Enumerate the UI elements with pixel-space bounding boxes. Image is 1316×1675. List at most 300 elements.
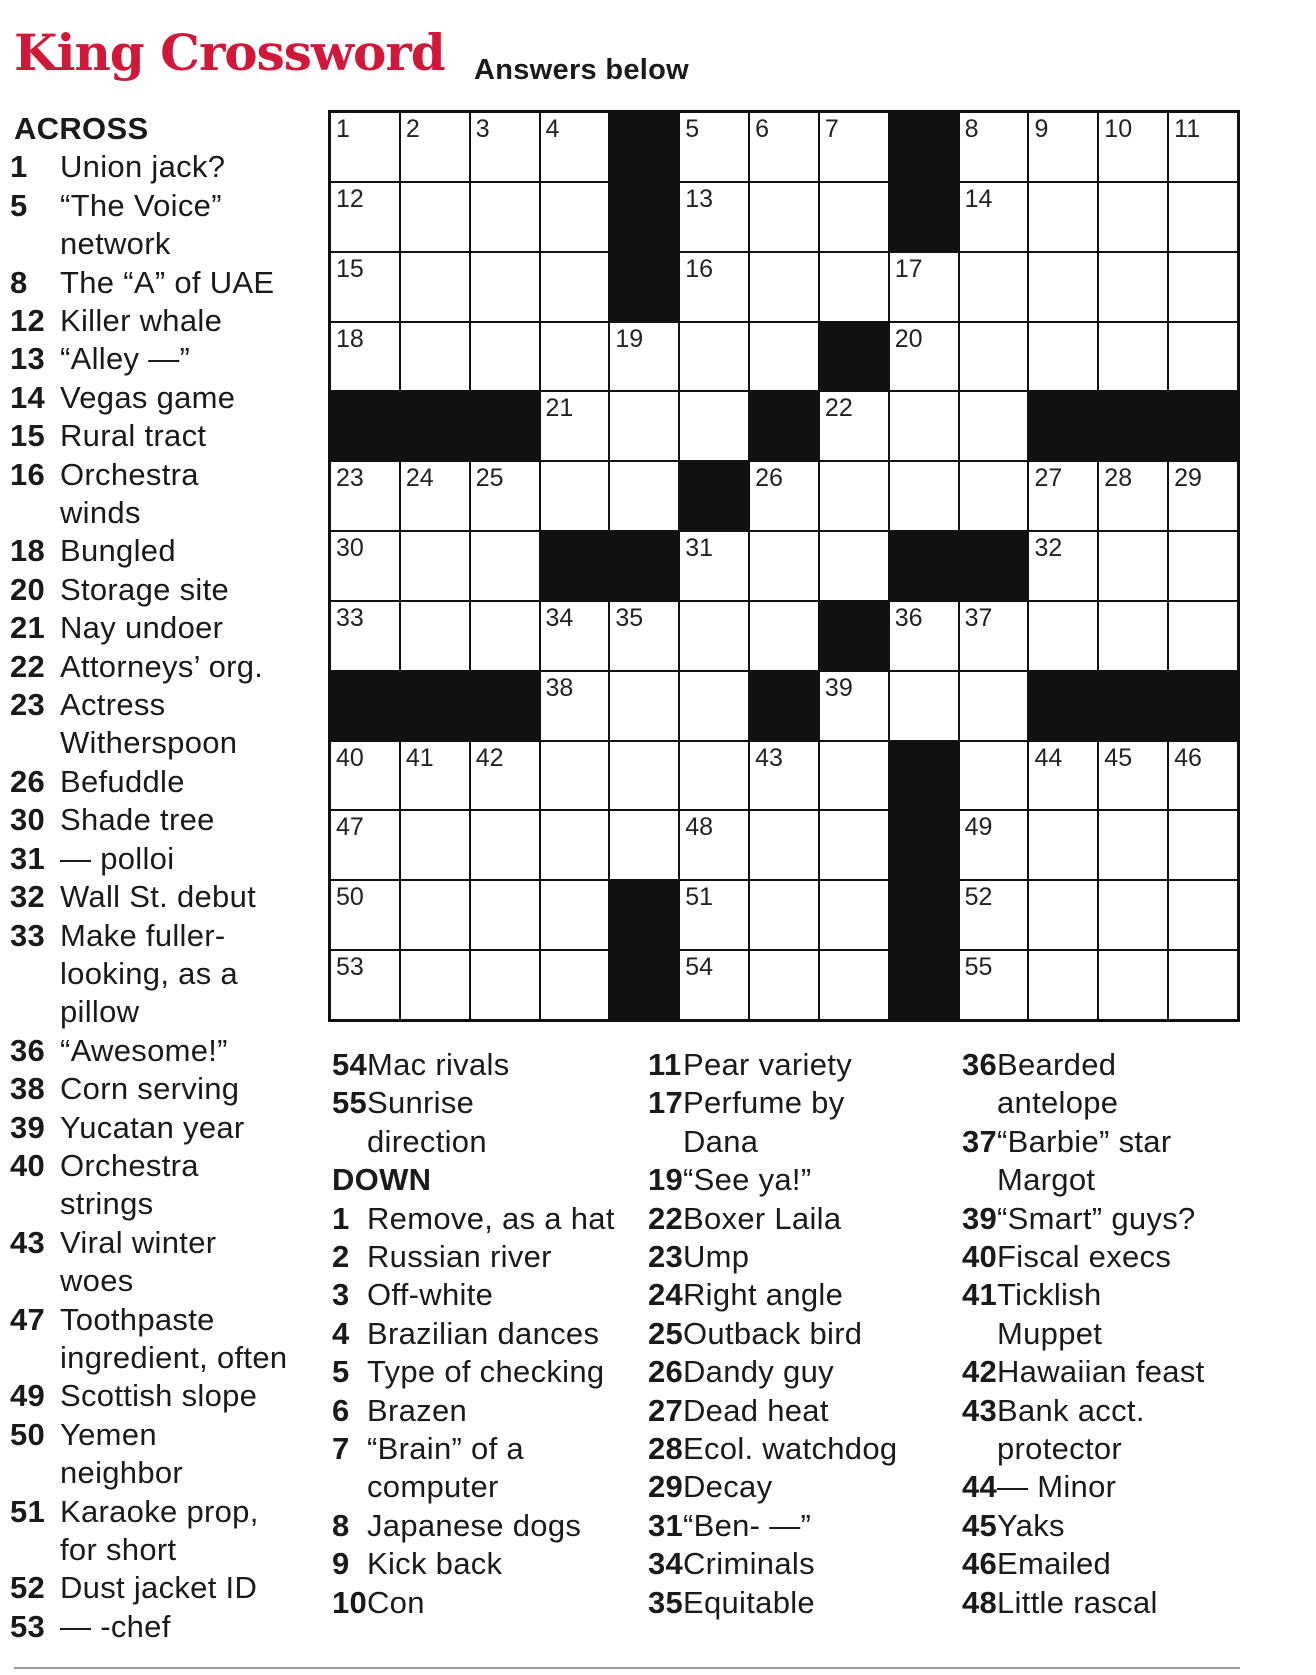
grid-cell[interactable] xyxy=(680,811,748,879)
black-square xyxy=(890,811,958,879)
clue-number: 9 xyxy=(332,1546,350,1582)
cell-number: 28 xyxy=(1104,464,1133,493)
grid-cell[interactable] xyxy=(541,113,609,181)
clue-text: woes xyxy=(60,1263,134,1299)
cell-number: 47 xyxy=(336,813,364,842)
clue-text: neighbor xyxy=(60,1455,184,1491)
grid-cell[interactable] xyxy=(680,951,748,1019)
grid-cell[interactable] xyxy=(541,881,609,949)
cell-number: 1 xyxy=(336,115,350,143)
grid-cell[interactable] xyxy=(960,602,1028,670)
grid-cell[interactable] xyxy=(541,951,609,1019)
grid-cell[interactable] xyxy=(1099,881,1167,949)
grid-cell[interactable] xyxy=(1029,602,1097,670)
black-square xyxy=(471,392,539,460)
grid-cell[interactable] xyxy=(750,881,818,949)
clue-number: 23 xyxy=(10,687,46,723)
clue-number: 5 xyxy=(10,187,28,223)
clue-number: 32 xyxy=(10,879,46,915)
grid-cell[interactable] xyxy=(1029,532,1097,600)
black-square xyxy=(1029,392,1097,460)
grid-cell[interactable] xyxy=(1169,951,1237,1019)
black-square xyxy=(610,253,678,321)
cell-number: 7 xyxy=(824,115,839,143)
across-clue xyxy=(10,1416,314,1493)
across-clue xyxy=(332,1084,632,1161)
grid-cell[interactable] xyxy=(401,323,469,391)
black-square xyxy=(610,183,678,251)
grid-cell[interactable] xyxy=(541,183,609,251)
grid-cell[interactable] xyxy=(1029,253,1097,321)
down-clue xyxy=(962,1545,1262,1583)
cell-number: 2 xyxy=(405,115,420,143)
clue-text: antelope xyxy=(997,1085,1119,1121)
clue-text: “Alley —” xyxy=(60,341,191,377)
down-clue xyxy=(648,1430,948,1468)
clue-number: 52 xyxy=(10,1570,46,1606)
grid-cell[interactable] xyxy=(890,672,958,740)
clue-text: ingredient, often xyxy=(60,1339,288,1375)
clue-number: 36 xyxy=(10,1032,46,1068)
grid-cell[interactable] xyxy=(401,113,469,181)
cell-number: 14 xyxy=(964,184,993,213)
grid-cell[interactable] xyxy=(541,462,609,530)
grid-cell[interactable] xyxy=(890,602,958,670)
across-clue xyxy=(10,148,314,186)
grid-cell[interactable] xyxy=(471,183,539,251)
clue-text: Pear variety xyxy=(683,1047,852,1082)
cell-number: 37 xyxy=(964,603,993,632)
grid-cell[interactable] xyxy=(820,742,888,810)
down-clue xyxy=(962,1200,1262,1238)
grid-cell[interactable] xyxy=(680,672,748,740)
grid-cell[interactable] xyxy=(750,532,818,600)
grid-cell[interactable] xyxy=(820,951,888,1019)
clue-number: 20 xyxy=(10,571,46,607)
cell-number: 16 xyxy=(685,254,714,283)
grid-cell[interactable] xyxy=(890,462,958,530)
clue-number: 39 xyxy=(962,1200,998,1236)
down-clue xyxy=(962,1468,1262,1506)
grid-cell[interactable] xyxy=(610,462,678,530)
cell-number: 35 xyxy=(615,603,644,632)
clue-text: Attorneys’ org. xyxy=(60,648,264,684)
grid-cell[interactable] xyxy=(820,811,888,879)
clue-number: 21 xyxy=(10,610,46,646)
grid-cell[interactable] xyxy=(820,881,888,949)
cell-number: 45 xyxy=(1104,743,1133,772)
across-clue xyxy=(10,609,314,647)
grid-cell[interactable] xyxy=(960,392,1028,460)
grid-cell[interactable] xyxy=(680,392,748,460)
clue-text: Corn serving xyxy=(60,1071,240,1107)
grid-cell[interactable] xyxy=(331,602,399,670)
cell-number: 42 xyxy=(475,743,504,772)
cell-number: 55 xyxy=(964,953,993,982)
grid-cell[interactable] xyxy=(1099,113,1167,181)
grid-cell[interactable] xyxy=(401,183,469,251)
grid-cell[interactable] xyxy=(610,672,678,740)
grid-cell[interactable] xyxy=(331,323,399,391)
grid-cell[interactable] xyxy=(610,392,678,460)
grid-cell[interactable] xyxy=(471,532,539,600)
cell-number: 22 xyxy=(824,394,853,423)
clue-text: Sunrise xyxy=(367,1085,475,1121)
cell-number: 36 xyxy=(894,603,923,632)
grid-cell[interactable] xyxy=(750,951,818,1019)
black-square xyxy=(890,742,958,810)
grid-cell[interactable] xyxy=(820,462,888,530)
clue-text: “Barbie” star xyxy=(997,1123,1172,1159)
grid-cell[interactable] xyxy=(471,323,539,391)
grid-cell[interactable] xyxy=(1029,951,1097,1019)
grid-cell[interactable] xyxy=(541,253,609,321)
clue-number: 1 xyxy=(10,149,28,185)
grid-cell[interactable] xyxy=(890,392,958,460)
clue-number: 49 xyxy=(10,1378,46,1414)
clue-text: Mac rivals xyxy=(367,1047,510,1082)
down-clue xyxy=(648,1046,948,1084)
clue-text: Scottish slope xyxy=(60,1378,258,1414)
across-clue xyxy=(10,1224,314,1301)
grid-cell[interactable] xyxy=(471,881,539,949)
down-clue xyxy=(332,1584,632,1622)
clue-number: 22 xyxy=(648,1200,684,1236)
clue-text: Ump xyxy=(683,1239,750,1275)
clue-text: Bank acct. xyxy=(997,1392,1145,1428)
grid-cell[interactable] xyxy=(471,811,539,879)
clue-text: Muppet xyxy=(997,1315,1103,1351)
clue-text: pillow xyxy=(60,994,140,1030)
grid-cell[interactable] xyxy=(471,742,539,810)
grid-cell[interactable] xyxy=(331,113,399,181)
clue-text: — Minor xyxy=(997,1469,1117,1505)
clue-text: Emailed xyxy=(997,1546,1112,1582)
clue-text: Orchestra xyxy=(60,1147,199,1183)
grid-cell[interactable] xyxy=(610,742,678,810)
grid-cell[interactable] xyxy=(750,323,818,391)
cell-number: 53 xyxy=(336,953,364,982)
grid-cell[interactable] xyxy=(960,811,1028,879)
clue-number: 42 xyxy=(962,1354,998,1390)
grid-cell[interactable] xyxy=(1099,602,1167,670)
grid-cell[interactable] xyxy=(541,323,609,391)
clue-number: 37 xyxy=(962,1123,998,1159)
grid-cell[interactable] xyxy=(401,462,469,530)
grid-cell[interactable] xyxy=(401,602,469,670)
grid-cell[interactable] xyxy=(960,951,1028,1019)
clue-text: Right angle xyxy=(683,1277,844,1313)
cell-number: 40 xyxy=(336,743,364,772)
black-square xyxy=(820,323,888,391)
grid-cell[interactable] xyxy=(1099,462,1167,530)
clue-text: Type of checking xyxy=(367,1354,605,1390)
down-clue xyxy=(962,1046,1262,1123)
grid-cell[interactable] xyxy=(680,602,748,670)
across-header: ACROSS xyxy=(14,111,149,146)
grid-cell[interactable] xyxy=(960,672,1028,740)
across-clue xyxy=(10,1070,314,1108)
clue-number: 1 xyxy=(332,1200,350,1236)
grid-cell[interactable] xyxy=(1029,881,1097,949)
across-clue xyxy=(10,1377,314,1415)
grid-cell[interactable] xyxy=(1099,742,1167,810)
cell-number: 49 xyxy=(964,813,993,842)
grid-cell[interactable] xyxy=(750,602,818,670)
grid-cell[interactable] xyxy=(820,253,888,321)
grid-cell[interactable] xyxy=(471,602,539,670)
cell-number: 30 xyxy=(336,534,364,563)
grid-cell[interactable] xyxy=(471,951,539,1019)
cell-number: 54 xyxy=(685,953,714,982)
grid-cell[interactable] xyxy=(1029,323,1097,391)
grid-cell[interactable] xyxy=(541,672,609,740)
across-clue xyxy=(332,1046,632,1084)
grid-cell[interactable] xyxy=(1169,183,1237,251)
clue-text: Rural tract xyxy=(60,418,207,454)
clue-number: 19 xyxy=(648,1162,684,1198)
grid-cell[interactable] xyxy=(1029,742,1097,810)
grid-cell[interactable] xyxy=(960,462,1028,530)
grid-cell[interactable] xyxy=(680,532,748,600)
across-clue xyxy=(10,340,314,378)
clue-number: 47 xyxy=(10,1301,46,1337)
down-clue xyxy=(332,1200,632,1238)
grid-cell[interactable] xyxy=(1169,253,1237,321)
clue-text: Dana xyxy=(683,1123,759,1159)
grid-cell[interactable] xyxy=(331,253,399,321)
down-clue xyxy=(332,1353,632,1391)
black-square xyxy=(541,532,609,600)
clue-text: Yaks xyxy=(997,1507,1065,1543)
down-clue xyxy=(648,1392,948,1430)
clue-text: strings xyxy=(60,1186,154,1222)
grid-cell[interactable] xyxy=(680,253,748,321)
grid-cell[interactable] xyxy=(610,811,678,879)
cell-number: 12 xyxy=(336,184,364,213)
grid-cell[interactable] xyxy=(890,323,958,391)
cell-number: 15 xyxy=(336,254,364,283)
grid-cell[interactable] xyxy=(960,742,1028,810)
black-square xyxy=(820,602,888,670)
grid-cell[interactable] xyxy=(1029,183,1097,251)
grid-cell[interactable] xyxy=(750,742,818,810)
cell-number: 20 xyxy=(894,324,923,353)
grid-cell[interactable] xyxy=(680,742,748,810)
grid-cell[interactable] xyxy=(1099,532,1167,600)
grid-cell[interactable] xyxy=(401,811,469,879)
grid-cell[interactable] xyxy=(401,951,469,1019)
down-clue xyxy=(648,1200,948,1238)
clue-text: Toothpaste xyxy=(60,1301,215,1337)
grid-cell[interactable] xyxy=(401,532,469,600)
across-clue xyxy=(10,1608,314,1646)
grid-cell[interactable] xyxy=(331,183,399,251)
down-clue xyxy=(332,1315,632,1353)
across-clue xyxy=(10,686,314,763)
across-clues-column xyxy=(10,110,314,1646)
grid-cell[interactable] xyxy=(401,881,469,949)
grid-cell[interactable] xyxy=(541,811,609,879)
cell-number: 9 xyxy=(1034,115,1049,143)
grid-cell[interactable] xyxy=(960,113,1028,181)
black-square xyxy=(401,672,469,740)
across-clue xyxy=(10,1493,314,1570)
cell-number: 8 xyxy=(964,115,979,143)
cell-number: 39 xyxy=(824,673,853,702)
bottom-divider xyxy=(14,1667,1240,1669)
cell-number: 41 xyxy=(405,743,434,772)
down-clue xyxy=(332,1238,632,1276)
across-clue xyxy=(10,417,314,455)
grid-cell[interactable] xyxy=(331,951,399,1019)
clue-number: 28 xyxy=(648,1431,684,1467)
across-clue xyxy=(10,917,314,1032)
clue-number: 54 xyxy=(332,1047,368,1082)
grid-cell[interactable] xyxy=(1099,811,1167,879)
grid-cell[interactable] xyxy=(820,113,888,181)
black-square xyxy=(331,672,399,740)
clue-text: Bungled xyxy=(60,533,176,569)
clue-text: — polloi xyxy=(60,840,175,876)
grid-cell[interactable] xyxy=(1099,253,1167,321)
black-square xyxy=(1099,392,1167,460)
grid-cell[interactable] xyxy=(471,253,539,321)
clue-text: Boxer Laila xyxy=(683,1200,842,1236)
grid-cell[interactable] xyxy=(331,811,399,879)
clue-text: Little rascal xyxy=(997,1584,1158,1620)
clue-number: 33 xyxy=(10,917,46,953)
black-square xyxy=(401,392,469,460)
clue-text: for short xyxy=(60,1532,177,1568)
grid-cell[interactable] xyxy=(680,881,748,949)
clue-text: Off-white xyxy=(367,1277,494,1313)
across-clue xyxy=(10,801,314,839)
across-clue xyxy=(10,1109,314,1147)
cell-number: 24 xyxy=(405,464,434,493)
clue-number: 11 xyxy=(648,1047,682,1082)
black-square xyxy=(890,113,958,181)
grid-cell[interactable] xyxy=(1099,183,1167,251)
grid-cell[interactable] xyxy=(331,462,399,530)
cell-number: 32 xyxy=(1034,534,1063,563)
grid-cell[interactable] xyxy=(471,113,539,181)
black-square xyxy=(960,532,1028,600)
grid-cell[interactable] xyxy=(1099,323,1167,391)
grid-cell[interactable] xyxy=(1169,881,1237,949)
grid-cell[interactable] xyxy=(541,392,609,460)
grid-cell[interactable] xyxy=(331,881,399,949)
grid-cell[interactable] xyxy=(750,183,818,251)
grid-cell[interactable] xyxy=(890,253,958,321)
clue-number: 10 xyxy=(332,1584,368,1620)
down-clue xyxy=(648,1084,948,1161)
grid-cell[interactable] xyxy=(1029,113,1097,181)
grid-cell[interactable] xyxy=(541,742,609,810)
clue-number: 40 xyxy=(962,1239,998,1275)
grid-cell[interactable] xyxy=(1029,462,1097,530)
clue-number: 30 xyxy=(10,802,46,838)
black-square xyxy=(610,113,678,181)
grid-cell[interactable] xyxy=(820,183,888,251)
clue-text: Dead heat xyxy=(683,1392,829,1428)
clue-text: Wall St. debut xyxy=(60,879,257,915)
clue-text: computer xyxy=(367,1469,499,1505)
clue-text: Union jack? xyxy=(60,149,226,185)
grid-cell[interactable] xyxy=(960,253,1028,321)
grid-cell[interactable] xyxy=(1169,532,1237,600)
down-clue xyxy=(962,1507,1262,1545)
grid-cell[interactable] xyxy=(960,323,1028,391)
clue-number: 39 xyxy=(10,1109,46,1145)
grid-cell[interactable] xyxy=(1099,951,1167,1019)
cell-number: 13 xyxy=(685,184,714,213)
clue-text: Brazilian dances xyxy=(367,1315,600,1351)
grid-cell[interactable] xyxy=(610,602,678,670)
clue-text: Befuddle xyxy=(60,763,185,799)
black-square xyxy=(610,951,678,1019)
black-square xyxy=(1169,672,1237,740)
clue-text: Russian river xyxy=(367,1239,552,1275)
grid-cell[interactable] xyxy=(401,742,469,810)
clue-number: 6 xyxy=(332,1392,350,1428)
grid-cell[interactable] xyxy=(1169,113,1237,181)
clue-number: 36 xyxy=(962,1047,998,1082)
grid-cell[interactable] xyxy=(471,462,539,530)
clue-number: 2 xyxy=(332,1239,350,1275)
grid-cell[interactable] xyxy=(820,672,888,740)
grid-cell[interactable] xyxy=(960,183,1028,251)
across-clue xyxy=(10,571,314,609)
grid-cell[interactable] xyxy=(680,323,748,391)
clue-number: 31 xyxy=(648,1507,684,1543)
grid-cell[interactable] xyxy=(1169,811,1237,879)
grid-cell[interactable] xyxy=(1169,323,1237,391)
grid-cell[interactable] xyxy=(1029,811,1097,879)
grid-cell[interactable] xyxy=(820,532,888,600)
grid-cell[interactable] xyxy=(401,253,469,321)
grid-cell[interactable] xyxy=(1169,462,1237,530)
grid-cell[interactable] xyxy=(1169,742,1237,810)
grid-cell[interactable] xyxy=(750,253,818,321)
down-clue xyxy=(962,1353,1262,1391)
down-clue xyxy=(332,1392,632,1430)
clue-text: “The Voice” xyxy=(60,187,222,223)
down-clues-column-2 xyxy=(648,1046,948,1622)
grid-cell[interactable] xyxy=(541,602,609,670)
grid-cell[interactable] xyxy=(750,113,818,181)
cell-number: 5 xyxy=(685,115,700,143)
cell-number: 3 xyxy=(475,115,490,143)
grid-cell[interactable] xyxy=(680,113,748,181)
grid-cell[interactable] xyxy=(331,742,399,810)
across-clue xyxy=(10,648,314,686)
grid-cell[interactable] xyxy=(750,811,818,879)
cell-number: 18 xyxy=(336,324,364,353)
grid-cell[interactable] xyxy=(960,881,1028,949)
grid-cell[interactable] xyxy=(1169,602,1237,670)
grid-cell[interactable] xyxy=(820,392,888,460)
clue-text: Nay undoer xyxy=(60,610,224,646)
grid-cell[interactable] xyxy=(331,532,399,600)
clue-number: 16 xyxy=(10,456,46,492)
black-square xyxy=(610,532,678,600)
clues-column-2 xyxy=(332,1046,632,1622)
grid-cell[interactable] xyxy=(610,323,678,391)
grid-cell[interactable] xyxy=(680,183,748,251)
clue-text: Killer whale xyxy=(60,303,223,339)
grid-cell[interactable] xyxy=(750,462,818,530)
